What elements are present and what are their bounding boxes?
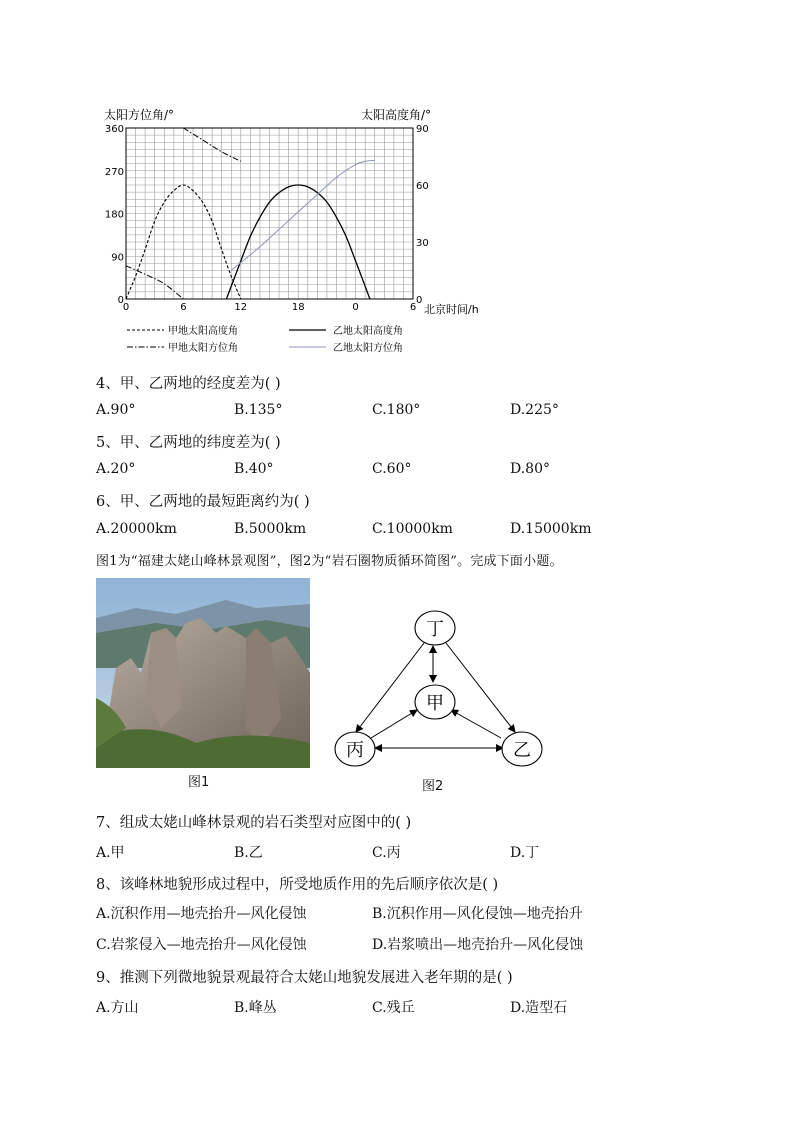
- question-9-option-c[interactable]: C.残丘: [372, 1000, 415, 1016]
- question-5-option-a[interactable]: A.20°: [96, 461, 136, 477]
- figure1-caption: 图1: [188, 775, 210, 790]
- question-6-option-a[interactable]: A.20000km: [96, 521, 177, 537]
- y-left-axis-label: 太阳方位角/°: [104, 108, 175, 122]
- x-tick-label: 6: [180, 302, 187, 313]
- question-8-stem: 8、该峰林地貌形成过程中，所受地质作用的先后顺序依次是( ): [96, 877, 499, 893]
- node-ding-label: 丁: [426, 619, 444, 640]
- question-9-option-d[interactable]: D.造型石: [510, 1000, 568, 1016]
- question-7-option-c[interactable]: C.丙: [372, 845, 401, 861]
- question-8-option-d[interactable]: D.岩浆喷出—地壳抬升—风化侵蚀: [372, 937, 584, 953]
- legend-jia-altitude: 甲地太阳高度角: [168, 326, 238, 337]
- y-left-tick-label: 90: [111, 252, 124, 264]
- y-left-tick-label: 360: [104, 124, 124, 135]
- question-6-option-c[interactable]: C.10000km: [372, 521, 453, 537]
- x-tick-label: 6: [409, 302, 417, 313]
- arrow-ding-to-yi: [446, 643, 515, 732]
- chart-legend: [127, 324, 403, 354]
- y-right-tick-label: 60: [416, 181, 429, 192]
- figure1-photo: [96, 578, 310, 768]
- arrow-bing-to-jia: [371, 710, 417, 738]
- question-4-stem: 4、甲、乙两地的经度差为( ): [96, 376, 281, 392]
- question-6-option-b[interactable]: B.5000km: [234, 521, 307, 537]
- arrow-ding-to-bing: [356, 643, 424, 732]
- question-6-option-d[interactable]: D.15000km: [510, 521, 592, 537]
- x-tick-label: 12: [234, 302, 248, 313]
- legend-jia-azimuth: 甲地太阳方位角: [168, 343, 238, 354]
- y-right-axis-label: 太阳高度角/°: [361, 108, 432, 122]
- question-5-option-b[interactable]: B.40°: [234, 461, 274, 477]
- y-right-tick-label: 0: [416, 295, 423, 306]
- question-5-option-c[interactable]: C.60°: [372, 461, 412, 477]
- question-9-option-b[interactable]: B.峰丛: [234, 1000, 277, 1016]
- y-left-tick-label: 180: [104, 209, 124, 221]
- y-left-tick-label: 0: [117, 295, 124, 306]
- x-axis-label: 北京时间/h: [424, 303, 479, 316]
- question-4-option-b[interactable]: B.135°: [234, 402, 283, 418]
- y-left-tick-label: 270: [104, 166, 124, 178]
- question-7-option-b[interactable]: B.乙: [234, 845, 263, 861]
- chart-grid: [126, 128, 413, 299]
- y-right-tick-label: 90: [416, 124, 429, 135]
- question-9-option-a[interactable]: A.方山: [96, 1000, 139, 1016]
- question-8-option-a[interactable]: A.沉积作用—地壳抬升—风化侵蚀: [96, 906, 307, 922]
- question-4-option-a[interactable]: A.90°: [96, 402, 136, 418]
- node-jia-label: 甲: [426, 693, 444, 714]
- question-5-option-d[interactable]: D.80°: [510, 461, 550, 477]
- x-tick-label: 18: [291, 302, 305, 313]
- sun-angle-chart: [0, 0, 794, 360]
- y-right-tick-label: 30: [416, 238, 429, 249]
- question-6-stem: 6、甲、乙两地的最短距离约为( ): [96, 494, 310, 510]
- question-7-option-d[interactable]: D.丁: [510, 845, 540, 861]
- passage-intro: 图1为“福建太姥山峰林景观图”，图2为“岩石圈物质循环简图”。完成下面小题。: [96, 554, 563, 569]
- question-8-option-b[interactable]: B.沉积作用—风化侵蚀—地壳抬升: [372, 906, 583, 922]
- question-7-option-a[interactable]: A.甲: [96, 845, 125, 861]
- question-7-stem: 7、组成太姥山峰林景观的岩石类型对应图中的( ): [96, 815, 412, 831]
- question-5-stem: 5、甲、乙两地的纬度差为( ): [96, 435, 281, 451]
- arrow-yi-to-jia: [451, 710, 501, 738]
- figure2-caption: 图2: [422, 779, 444, 794]
- x-tick-label: 0: [122, 302, 130, 313]
- question-4-option-c[interactable]: C.180°: [372, 402, 421, 418]
- legend-yi-altitude: 乙地太阳高度角: [333, 326, 403, 337]
- node-yi-label: 乙: [513, 740, 531, 761]
- legend-yi-azimuth: 乙地太阳方位角: [333, 343, 403, 354]
- node-bing-label: 丙: [346, 740, 364, 761]
- rock-cycle-diagram: [325, 600, 555, 775]
- question-4-option-d[interactable]: D.225°: [510, 402, 559, 418]
- question-9-stem: 9、推测下列微地貌景观最符合太姥山地貌发展进入老年期的是( ): [96, 970, 513, 986]
- x-tick-label: 0: [352, 302, 359, 313]
- question-8-option-c[interactable]: C.岩浆侵入—地壳抬升—风化侵蚀: [96, 937, 307, 953]
